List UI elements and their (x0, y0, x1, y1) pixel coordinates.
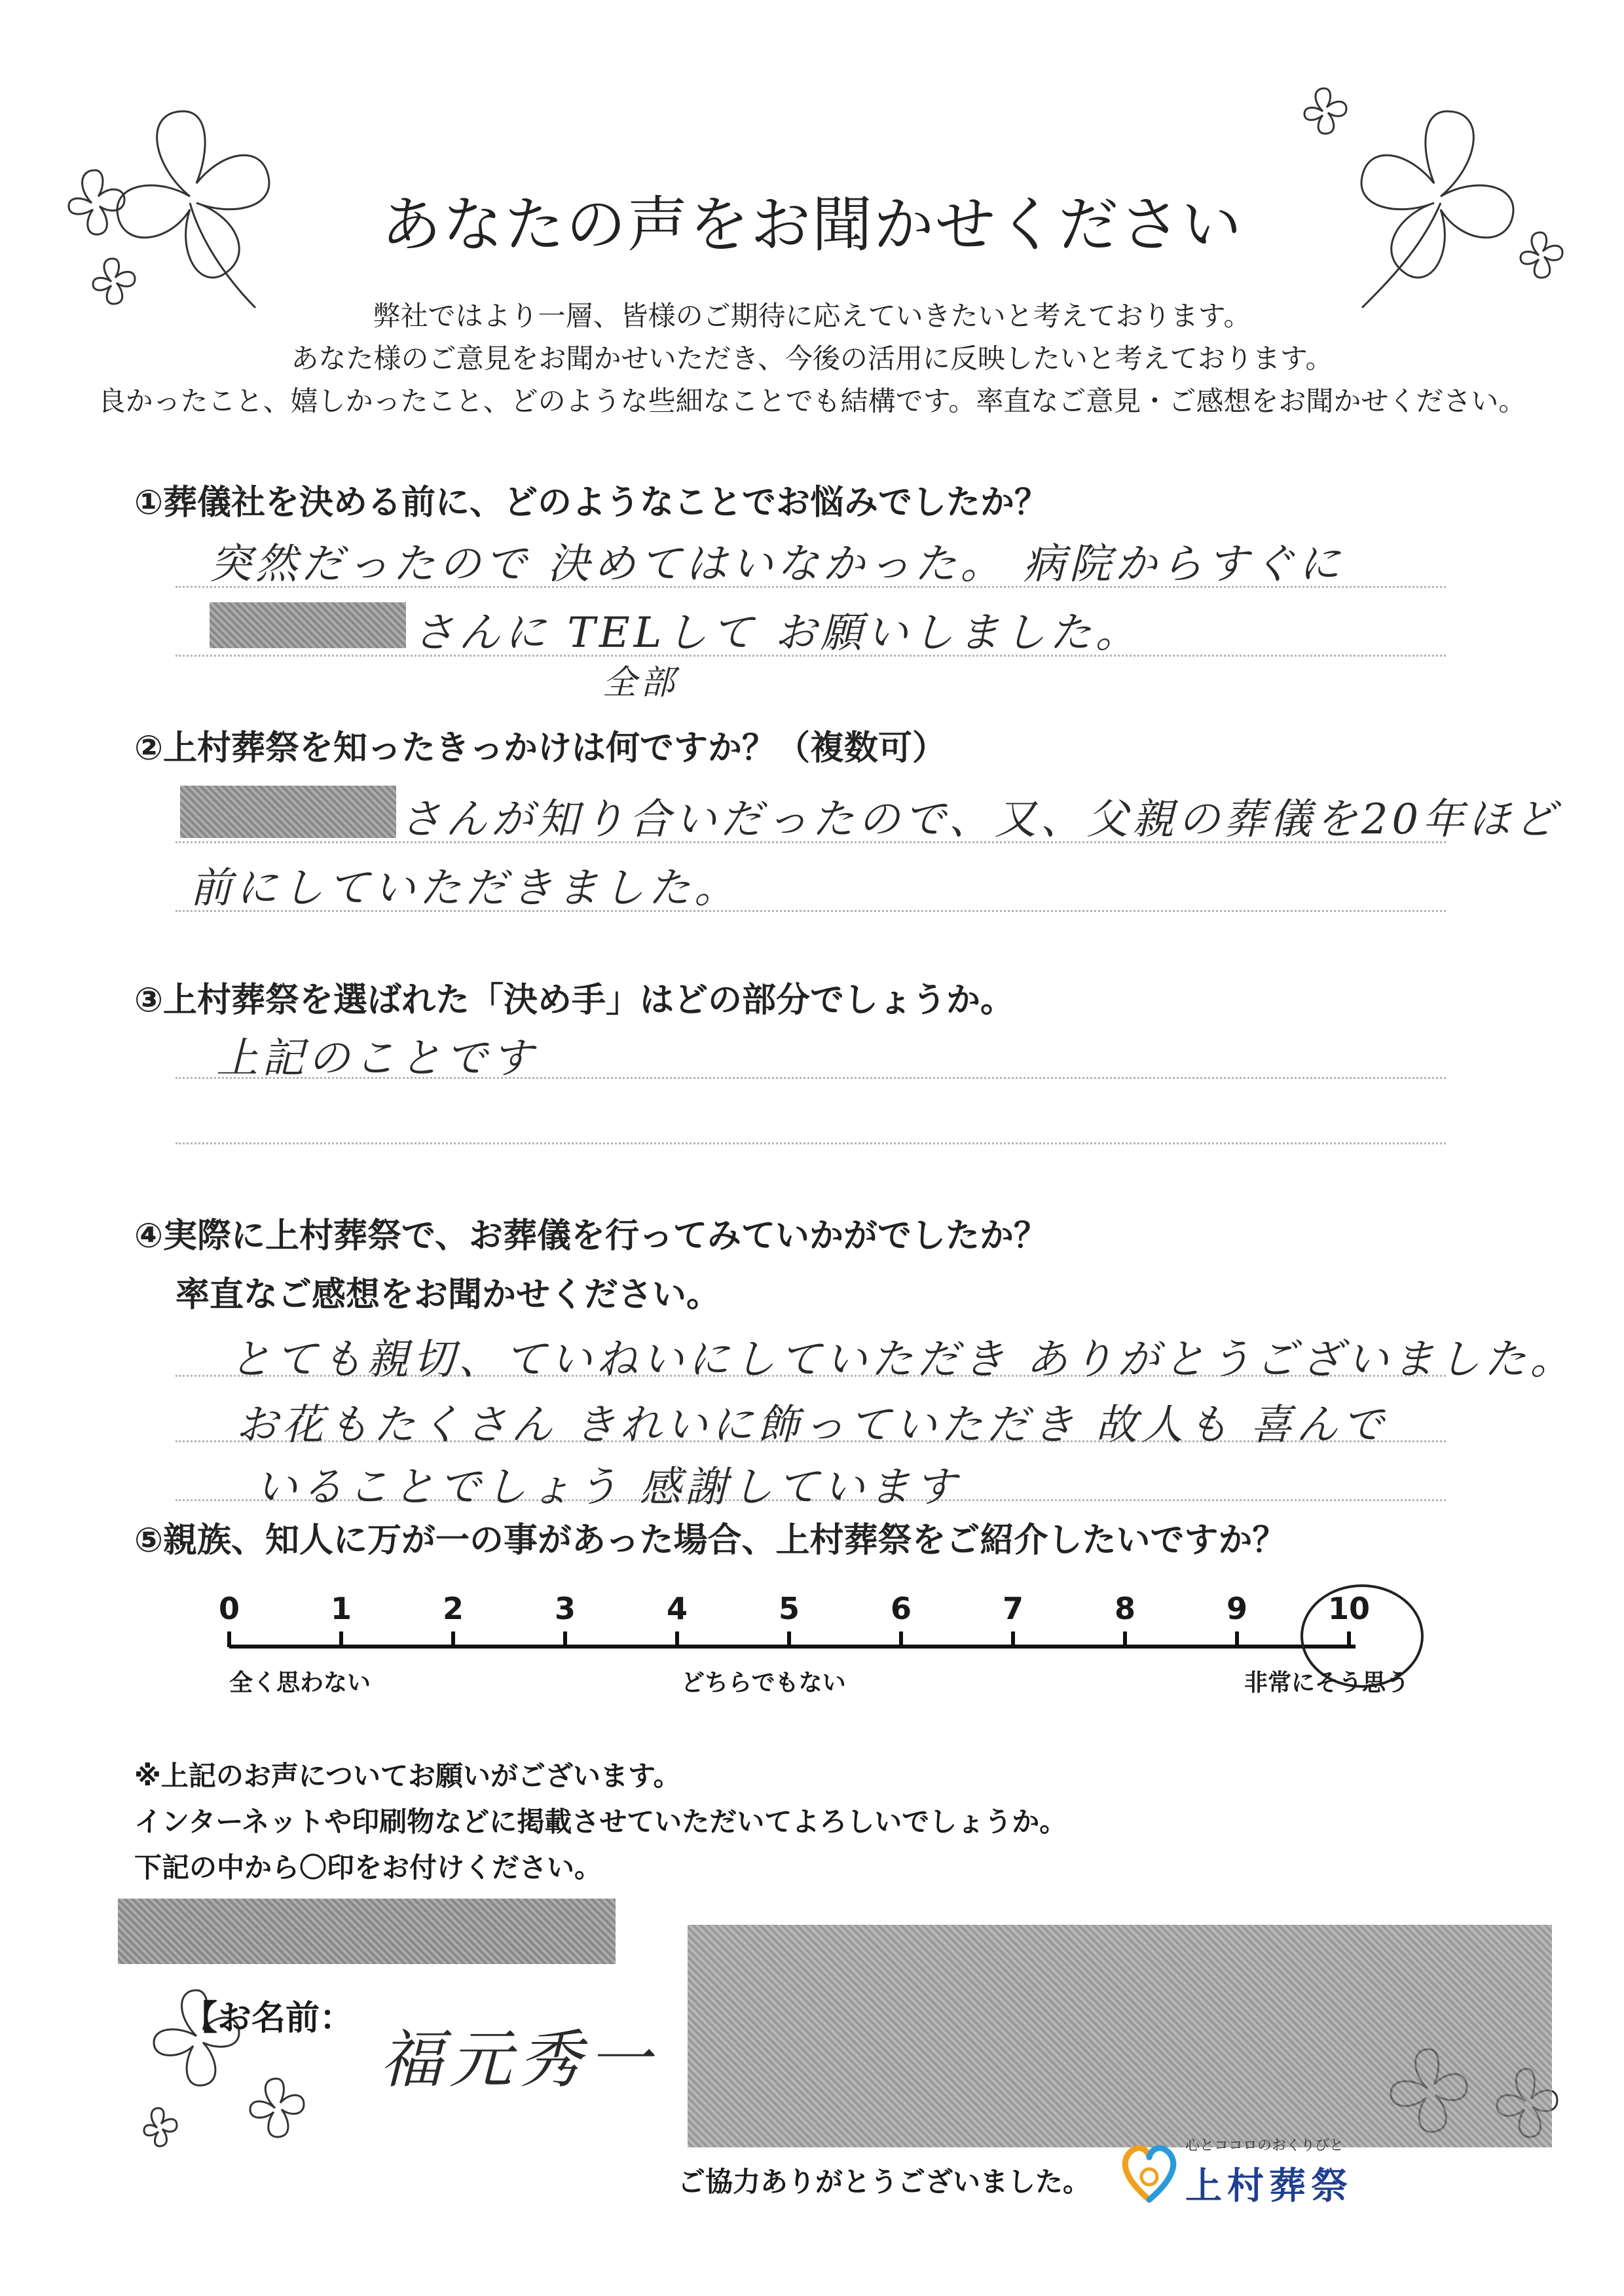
logo-tagline: 心とココロのおくりびと (1185, 2138, 1344, 2154)
question-4-label: ④実際に上村葬祭で、お葬儀を行ってみていかがでしたか？ (134, 1216, 1048, 1256)
question-1-answer-line-2: さんに TELして お願いしました。 (413, 609, 1141, 657)
scale-tick (787, 1631, 791, 1647)
scale-number-4[interactable]: 4 (666, 1591, 688, 1626)
scale-number-6[interactable]: 6 (890, 1591, 912, 1626)
logo-name: 上村葬祭 (1185, 2165, 1353, 2208)
question-2-answer-line-1: さんが知り合いだったので、又、父親の葬儀を20年ほど (399, 795, 1560, 844)
scale-number-1[interactable]: 1 (330, 1591, 352, 1626)
scale-number-8[interactable]: 8 (1114, 1591, 1136, 1626)
scale-tick (1235, 1631, 1239, 1647)
answer-rule (175, 1142, 1446, 1144)
intro-line-1: 弊社ではより一層、皆様のご期待に応えていきたいと考えております。 (373, 300, 1251, 332)
name-label: 【お名前： (183, 1999, 354, 2038)
heart-logo-icon (1120, 2141, 1179, 2206)
scale-tick (1011, 1631, 1015, 1647)
question-4-answer-line-1: とても親切、ていねいにしていただき ありがとうございました。 (229, 1336, 1576, 1384)
scale-label-mid: どちらでもない (681, 1669, 846, 1696)
question-1-answer-insert: 全部 (602, 663, 679, 702)
question-4-answer-line-2: お花もたくさん きれいに飾っていただき 故人も 喜んで (236, 1401, 1388, 1449)
question-2-answer-line-2: 前にしていただきました。 (190, 864, 740, 913)
intro-line-3: 良かったこと、嬉しかったこと、どのような些細なことでも結構です。率直なご意見・ご感想をお聞かせください。 (98, 385, 1526, 417)
question-3-answer-line-1: 上記のことです (216, 1034, 537, 1083)
page-title: あなたの声をお聞かせください (380, 190, 1243, 260)
name-value: 福元秀一 (380, 2023, 657, 2096)
notice-line-2: インターネットや印刷物などに掲載させていただいてよろしいでしょうか。 (134, 1806, 1067, 1838)
scale-number-0[interactable]: 0 (218, 1591, 240, 1626)
question-4-sublabel: 率直なご感想をお聞かせください。 (175, 1275, 721, 1315)
notice-line-3: 下記の中から〇印をお付けください。 (134, 1851, 602, 1884)
redacted-name (180, 786, 396, 838)
question-2-label: ②上村葬祭を知ったきっかけは何ですか？（複数可） (134, 729, 947, 768)
scale-tick (227, 1631, 231, 1647)
scale-tick (339, 1631, 343, 1647)
scale-label-low: 全く思わない (229, 1669, 371, 1696)
scale-tick (563, 1631, 567, 1647)
scale-number-9[interactable]: 9 (1226, 1591, 1248, 1626)
question-1-label: ①葬儀社を決める前に、どのようなことでお悩みでしたか？ (134, 483, 1049, 522)
redacted-name (210, 602, 406, 648)
rating-scale-line (229, 1645, 1356, 1649)
question-5-label: ⑤親族、知人に万が一の事があった場合、上村葬祭をご紹介したいですか？ (134, 1521, 1287, 1560)
scale-tick (451, 1631, 455, 1647)
scale-label-high: 非常にそう思う (1244, 1669, 1410, 1696)
scale-tick (899, 1631, 903, 1647)
intro-line-2: あなた様のご意見をお聞かせいただき、今後の活用に反映したいと考えております。 (291, 342, 1333, 374)
question-3-label: ③上村葬祭を選ばれた「決め手」はどの部分でしょうか。 (134, 981, 1015, 1020)
thanks-message: ご協力ありがとうございました。 (678, 2166, 1091, 2198)
scale-number-3[interactable]: 3 (554, 1591, 576, 1626)
scale-number-5[interactable]: 5 (778, 1591, 800, 1626)
question-4-answer-line-3: いることでしょう 感謝しています (255, 1463, 961, 1512)
redacted-consent-options (118, 1899, 616, 1964)
scale-tick (675, 1631, 679, 1647)
question-1-answer-line-1: 突然だったので 決めてはいなかった。 病院からすぐに (210, 540, 1344, 589)
scale-number-2[interactable]: 2 (442, 1591, 464, 1626)
scale-tick (1123, 1631, 1127, 1647)
company-logo (1120, 2128, 1369, 2213)
rating-scale (0, 1571, 1624, 1702)
scale-number-10[interactable]: 10 (1327, 1591, 1371, 1626)
redacted-photo (688, 1925, 1552, 2147)
scale-number-7[interactable]: 7 (1002, 1591, 1024, 1626)
notice-line-1: ※上記のお声についてお願いがございます。 (134, 1760, 681, 1792)
